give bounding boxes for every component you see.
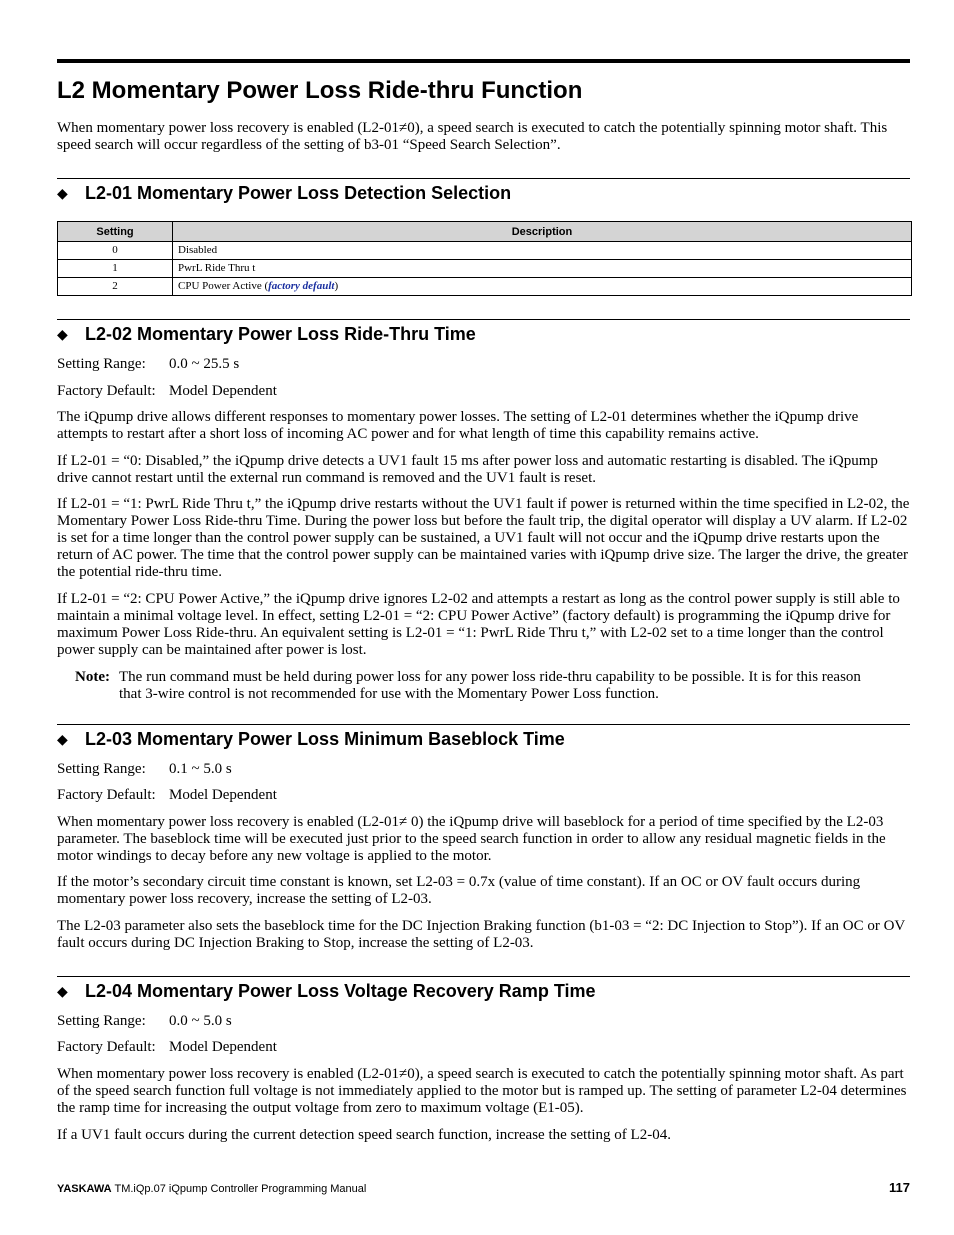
setting-range xyxy=(57,761,232,778)
factory-default xyxy=(57,1039,277,1056)
section-divider xyxy=(57,976,910,977)
factory-default-label: Factory Default: xyxy=(57,383,156,399)
section-heading-l2-03 xyxy=(57,728,565,750)
setting-range-label: Setting Range: xyxy=(57,356,146,372)
column-header-setting: Setting xyxy=(58,222,173,242)
intro-paragraph: When momentary power loss recovery is enabled (L2-01≠0), a speed search is executed to catch the potentially spinning motor shaft. This speed search will occur regardless of the setting of b3-01 “Speed Search Selection”. xyxy=(57,120,888,153)
diamond-bullet-icon: ◆ xyxy=(57,185,68,201)
factory-default xyxy=(57,787,277,804)
factory-default-value: Model Dependent xyxy=(169,383,277,399)
setting-cell: 2 xyxy=(58,278,173,296)
top-rule xyxy=(57,59,910,63)
note-text: The run command must be held during power loss for any power loss ride-thru capability to be possible. It is for this reason that 3-wire control is not recommended for use with the Momentary Power Loss function. xyxy=(119,669,861,702)
diamond-bullet-icon: ◆ xyxy=(57,731,68,747)
page-number: 117 xyxy=(889,1180,910,1195)
table-row xyxy=(58,260,912,278)
table-row xyxy=(58,278,912,296)
section-divider xyxy=(57,319,910,320)
factory-default-label: Factory Default: xyxy=(57,787,156,803)
setting-range-label: Setting Range: xyxy=(57,761,146,777)
setting-range-value: 0.1 ~ 5.0 s xyxy=(169,761,232,777)
description-cell: Disabled xyxy=(173,242,912,260)
setting-range-label: Setting Range: xyxy=(57,1013,146,1029)
body-paragraph: If a UV1 fault occurs during the current detection speed search function, increase the setting of L2-04. xyxy=(57,1127,671,1143)
note-label: Note: xyxy=(75,669,110,685)
note xyxy=(75,669,875,703)
section-divider xyxy=(57,178,910,179)
setting-range xyxy=(57,356,239,373)
setting-range-value: 0.0 ~ 5.0 s xyxy=(169,1013,232,1029)
section-heading-text: L2-03 Momentary Power Loss Minimum Baseblock Time xyxy=(85,729,565,749)
body-paragraph: The iQpump drive allows different responses to momentary power losses. The setting of L2-01 determines whether the iQpump drive attempts to restart after a short loss of incoming AC power and for what length of time this capability remains active. xyxy=(57,409,859,442)
setting-range-value: 0.0 ~ 25.5 s xyxy=(169,356,240,372)
body-paragraph: If L2-01 = “1: PwrL Ride Thru t,” the iQpump drive restarts without the UV1 fault if power is returned within the time specified in L2-02, the Momentary Power Loss Ride-thru Time. During the power loss but before the fault trip, the digital operator will display a UV alarm. If L2-02 is set for a time longer than the control power supply can be sustained, a UV1 fault will not occur and the iQpump drive restarts upon the return of AC power. The time that the control power supply can be maintained varies with iQpump drive size. The larger the drive, the greater the potential ride-thru time. xyxy=(57,496,910,580)
description-cell: PwrL Ride Thru t xyxy=(173,260,912,278)
factory-default-label: factory default xyxy=(268,280,335,292)
factory-default-value: Model Dependent xyxy=(169,787,277,803)
description-text: CPU Power Active ( xyxy=(178,280,269,292)
factory-default-label: Factory Default: xyxy=(57,1039,156,1055)
section-divider xyxy=(57,724,910,725)
settings-table xyxy=(57,221,912,296)
setting-cell: 1 xyxy=(58,260,173,278)
body-paragraph: If L2-01 = “0: Disabled,” the iQpump drive detects a UV1 fault 15 ms after power loss and automatic restarting is disabled. The iQpump drive cannot restart until the external run command is removed and the UV1 fault is reset. xyxy=(57,453,878,486)
body-paragraph: When momentary power loss recovery is enabled (L2-01≠ 0) the iQpump drive will baseblock for a period of time specified by the L2-03 parameter. The baseblock time will be executed just prior to the speed search function in order to allow any residual magnetic fields in the motor windings to decay before any new voltage is applied to the motor. xyxy=(57,814,886,864)
section-heading-l2-04 xyxy=(57,980,596,1002)
setting-cell: 0 xyxy=(58,242,173,260)
page-footer xyxy=(57,1182,910,1196)
footer-brand: YASKAWA xyxy=(57,1183,112,1195)
table-header-row xyxy=(58,222,912,242)
section-heading-l2-02 xyxy=(57,323,476,345)
section-heading-text: L2-04 Momentary Power Loss Voltage Recovery Ramp Time xyxy=(85,981,596,1001)
body-paragraph: If the motor’s secondary circuit time constant is known, set L2-03 = 0.7x (value of time constant). If an OC or OV fault occurs during momentary power loss recovery, increase the setting of L2-03. xyxy=(57,874,861,907)
diamond-bullet-icon: ◆ xyxy=(57,983,68,999)
body-paragraph: If L2-01 = “2: CPU Power Active,” the iQpump drive ignores L2-02 and attempts a restart as long as the control power supply is still able to maintain a minimal voltage level. In effect, setting L2-01 = “2: CPU Power Active” (factory default) is programming the iQpump drive for maximum Power Loss Ride-thru. An equivalent setting is L2-01 = “1: PwrL Ride Thru t,” with L2-02 set to a time longer than the control power supply can be maintained after power is lost. xyxy=(57,591,900,658)
body-paragraph: When momentary power loss recovery is enabled (L2-01≠0), a speed search is executed to catch the potentially spinning motor shaft. As part of the speed search function full voltage is not immediately applied to the motor but is ramped up. The setting of parameter L2-04 determines the ramp time for increasing the output voltage from zero to maximum voltage (E1-05). xyxy=(57,1066,907,1116)
section-heading-text: L2-01 Momentary Power Loss Detection Selection xyxy=(85,183,512,203)
footer-manual-title: TM.iQp.07 iQpump Controller Programming Manual xyxy=(114,1183,367,1195)
diamond-bullet-icon: ◆ xyxy=(57,326,68,342)
factory-default-value: Model Dependent xyxy=(169,1039,277,1055)
description-tail: ) xyxy=(334,280,339,292)
table-row xyxy=(58,242,912,260)
page-title: L2 Momentary Power Loss Ride-thru Function xyxy=(57,77,583,104)
section-heading-l2-01 xyxy=(57,182,511,204)
column-header-description: Description xyxy=(173,222,912,242)
setting-range xyxy=(57,1013,232,1030)
description-cell xyxy=(173,278,912,296)
section-heading-text: L2-02 Momentary Power Loss Ride-Thru Time xyxy=(85,324,476,344)
body-paragraph: The L2-03 parameter also sets the baseblock time for the DC Injection Braking function (b1-03 = “2: DC Injection to Stop”). If an OC or OV fault occurs during DC Injection Braking to Stop, increase the setting of L2-03. xyxy=(57,918,905,951)
factory-default xyxy=(57,383,277,400)
